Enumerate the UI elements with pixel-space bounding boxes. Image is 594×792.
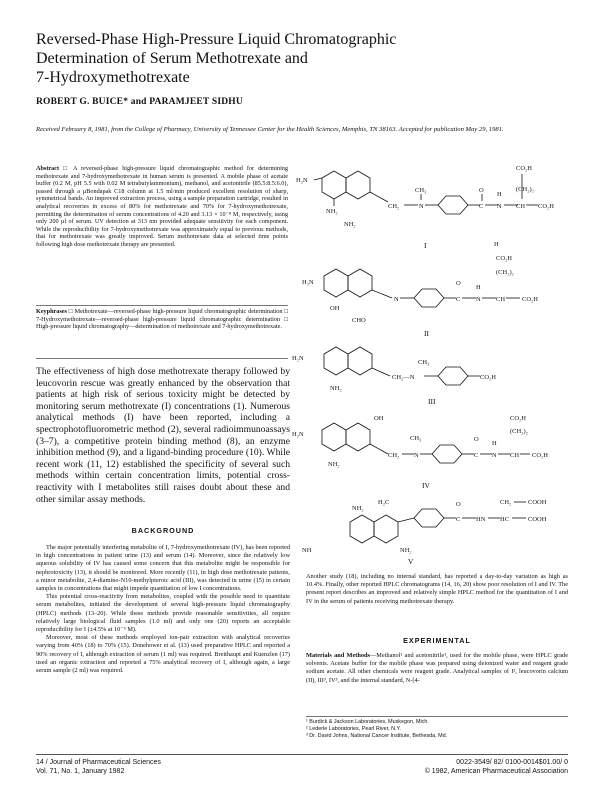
atom-label: H₂N: [292, 355, 304, 362]
atom-label: N: [497, 203, 502, 210]
atom-label: C: [474, 452, 479, 459]
background-paragraph: The major potentially interfering metabolite of I, 7-hydroxymethotrexate (IV), has been reported in high concentrations in patient urine (13) and serum (14). Moreover, since the relatively low aqueous solubility of IV has caused some concern that this metabolite might be responsible for nephrotoxicity (13), it should be monitored. More recently (11), in high dose methotrexate patients, a minor metabolite, 2,4-diamino-N10-methylpteroic acid (III), was detected in urine (15) in certain samples in concentrations that might impede quantitation of low I concentrations.: [36, 544, 290, 593]
atom-label: COOH: [528, 499, 547, 506]
atom-label: CO₂H: [522, 296, 538, 303]
title-line: Reversed-Phase High-Pressure Liquid Chromatographic: [36, 31, 397, 48]
atom-label: CO₂H: [538, 203, 554, 210]
atom-label: H: [494, 241, 499, 248]
compound-label-ii: II: [424, 329, 429, 338]
keyphrases-lead: Keyphrases: [36, 308, 67, 315]
intro-paragraph: The effectiveness of high dose methotrexate therapy followed by leucovorin rescue was greatly enhanced by the observation that patients at high risk of serious toxicity might be detected by monitoring serum methotrexate (I) concentrations (1). Numerous analytical methods (I) have been reported, including a spectrophotofluorometric method (2), several radioimmunoassays (3–7), a competitive protein binding method (8), an enzyme inhibition method (9), and a ligand-binding procedure (10). While recent work (11, 12) established the specificity of several such methods within certain concentration limits, potential cross-reactivity with I metabolites still raises doubt about these and other similar assay methods.: [36, 366, 290, 505]
background-body: [36, 544, 290, 749]
atom-label: NH₂: [344, 221, 356, 228]
experimental-body: [306, 652, 568, 708]
copyright-block: [398, 758, 568, 776]
atom-label: CH: [516, 203, 526, 210]
atom-label: NH₂: [352, 505, 364, 512]
atom-label: (CH₂)₂: [510, 428, 528, 435]
atom-label: HN: [476, 516, 486, 523]
structure-v: [302, 499, 547, 566]
title-line: 7-Hydroxymethotrexate: [36, 69, 190, 86]
atom-label: CO₂H: [516, 165, 532, 172]
atom-label: NH₂: [328, 461, 340, 468]
journal-line: 14 / Journal of Pharmaceutical Sciences: [36, 759, 161, 766]
atom-label: CH₂: [388, 452, 400, 459]
atom-label: CH₂—N: [392, 374, 415, 381]
abstract-box: [36, 165, 288, 306]
atom-label: CO₂H: [532, 452, 548, 459]
atom-label: OH: [330, 305, 340, 312]
right-paragraph: Another study (18), including no internal standard, has reported a day-to-day variation as high as 10.4%. Finally, other reported HPLC chromatograms (14, 16, 20) show poor resolution of I and IV. The present report describes an improved and relatively simple HPLC method for the quantitation of I and IV in the serum of patients receiving methotrexate therapy.: [306, 573, 568, 605]
atom-label: CH: [510, 452, 520, 459]
background-heading: BACKGROUND: [131, 526, 195, 535]
atom-label: CO₂H: [496, 255, 512, 262]
atom-label: O: [456, 501, 461, 508]
atom-label: CH₂: [500, 499, 512, 506]
background-paragraph: Moreover, most of these methods employed ion-pair extraction with analytical recoveries varying from 40% (18) to 70% (15). Donehower et al. (13) used preparative HPLC and reported a 90% recovery of I, although extraction of serum (1 ml) was required. Breithaupt and Kuenzlen (17) used an organic extraction and reported a 75% analytical recovery of I, although again, a large serum sample (2 ml) was required.: [36, 634, 290, 675]
square-bullet-icon: □: [68, 308, 75, 315]
atom-label: N: [414, 452, 419, 459]
journal-citation: [36, 758, 161, 776]
atom-label: O: [474, 436, 479, 443]
atom-label: O: [456, 280, 461, 287]
footnote: ² Lederle Laboratories, Pearl River, N.Y.: [306, 726, 401, 732]
atom-label: N: [476, 296, 481, 303]
footer-divider: [36, 754, 568, 755]
atom-label: NH₂: [326, 208, 338, 215]
atom-label: HC: [500, 516, 510, 523]
compound-label-v: V: [408, 557, 414, 566]
experimental-lead: Materials and Methods: [306, 652, 370, 659]
structure-iv: [292, 415, 548, 490]
atom-label: H: [476, 284, 481, 291]
atom-label: N: [419, 203, 424, 210]
abstract-text: A reversed-phase high-pressure liquid chromatographic method for determining methotrexate and 7-hydroxymethotrexate in human serum is presented. A mobile phase of acetate buffer (0.2 M, pH 5.5 with 0.02 M tetrabutylammonium), methanol, and acetonitrile (85.5:8.5:6.0), passed through a µBondapak C18 column at 1.5 ml/min produced excellent resolution of sharp, symmetrical bands. An improved extraction process, using a sample preparation cartridge, resulted in analytical recoveries in excess of 80% for methotrexate and 70% for 7-hydroxymethotrexate, permitting the determination of serum concentrations of 4.20 and 3.13 × 10⁻⁸ M, respectively, using only 200 µl of serum. UV detection at 313 nm provided adequate sensitivity for each component. While the reproducibility for 7-hydroxymethotrexate was approximately equal to previous methods, that for methotrexate was greatly improved. Serum methotrexate data at selected time points following high dose methotrexate therapy are presented.: [36, 165, 288, 248]
atom-label: H: [497, 191, 502, 198]
atom-label: H₂N: [302, 279, 314, 286]
structures-figure: [292, 158, 572, 566]
copyright-line: © 1982, American Pharmaceutical Association: [424, 768, 568, 775]
article-title: [36, 30, 456, 87]
title-line: Determination of Serum Methotrexate and: [36, 50, 308, 67]
abstract-lead: Abstract: [36, 165, 60, 172]
atom-label: C: [479, 203, 484, 210]
atom-label: OH: [374, 415, 384, 422]
author-line: ROBERT G. BUICE* and PARAMJEET SIDHU: [36, 97, 243, 107]
footnote: ³ Dr. David Johns, National Cancer Institute, Bethesda, Md.: [306, 733, 448, 739]
atom-label: CH: [496, 296, 506, 303]
atom-label: H₂N: [292, 431, 304, 438]
received-note: Received February 8, 1981, from the College of Pharmacy, University of Tennessee Center for the Health Sciences, Memphis, TN 38163. Accepted for publication May 29, 1981.: [36, 126, 504, 133]
footnote: ¹ Burdick & Jackson Laboratories, Muskegon, Mich.: [306, 719, 429, 725]
structure-iii: [292, 347, 496, 406]
atom-label: NH₂: [400, 547, 412, 554]
atom-label: O: [479, 187, 484, 194]
keyphrases-box: [36, 308, 288, 359]
atom-label: C: [456, 296, 461, 303]
atom-label: CH₃: [415, 187, 427, 194]
atom-label: CHO: [352, 317, 366, 324]
square-bullet-icon: □: [63, 165, 73, 172]
atom-label: COOH: [528, 516, 547, 523]
atom-label: (CH₂)₂: [496, 269, 514, 276]
atom-label: H₂N: [296, 177, 308, 184]
atom-label: N: [394, 296, 399, 303]
atom-label: NH: [302, 547, 312, 554]
footnotes: [306, 716, 568, 740]
atom-label: N: [492, 452, 497, 459]
compound-label-iv: IV: [422, 481, 430, 490]
article-code: 0022-3549/ 82/ 0100-0014$01.00/ 0: [456, 759, 568, 766]
compound-label-i: I: [424, 241, 427, 250]
journal-line: Vol. 71, No. 1, January 1982: [36, 768, 125, 775]
compound-label-iii: III: [428, 397, 436, 406]
atom-label: CH₃: [410, 435, 422, 442]
atom-label: CH₂: [388, 203, 400, 210]
experimental-text: —Methanol¹ and acetonitrile¹, used for the mobile phase, were HPLC grade solvents. Acetate buffer for the mobile phase was prepared using deionized water and reagent grade sodium acetate. All other chemicals were reagent grade. Analytical samples of I², leucovorin calcium (II), III³, IV³, and the internal standard, N-[4-: [306, 652, 568, 684]
atom-label: H₂C: [378, 499, 390, 506]
structure-i: [296, 165, 554, 250]
experimental-heading: EXPERIMENTAL: [403, 636, 471, 645]
atom-label: CH₃: [418, 359, 430, 366]
atom-label: C: [456, 516, 461, 523]
atom-label: CO₂H: [480, 374, 496, 381]
background-paragraph: This potential cross-reactivity from metabolites, coupled with the possible need to quantitate serum metabolites, initiated the development of several high-pressure liquid chromatography (HPLC) methods (13–20). While these methods provide reasonable sensitivities, all require relatively large biological fluid samples (1.0 ml) and only one (20) reports an acceptable reproducibility for I (±4.5% at 10⁻⁶ M).: [36, 593, 290, 634]
atom-label: H: [492, 440, 497, 447]
atom-label: (CH₂)₂: [516, 186, 534, 193]
atom-label: NH₂: [330, 385, 342, 392]
atom-label: CO₂H: [510, 415, 526, 422]
structure-ii: [302, 241, 538, 338]
keyphrases-text: Methotrexate—reversed-phase high-pressure liquid chromatographic determination □ 7-Hydroxymethotrexate—reversed-phase high-pressure liquid chromatographic determination □ High-pressure liquid chromatography—determination of methotrexate and 7-hydroxymethotrexate.: [36, 308, 288, 331]
